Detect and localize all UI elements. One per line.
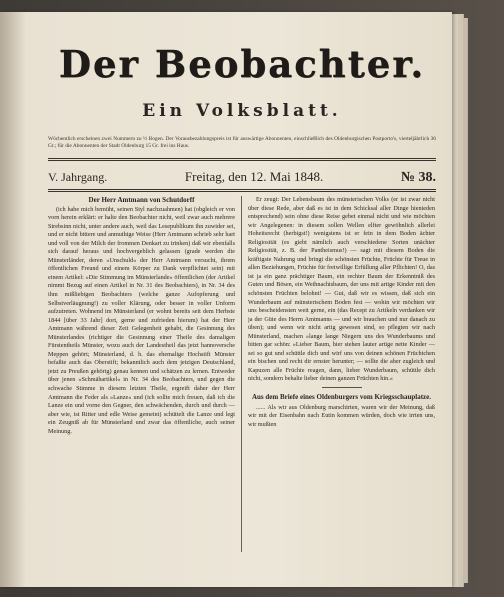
page-content xyxy=(48,40,436,552)
article-separator xyxy=(322,387,362,388)
issue-rule xyxy=(48,189,436,192)
article-columns xyxy=(48,196,436,552)
article1-heading: Der Herr Amtmann von Schutdorff xyxy=(88,196,195,204)
masthead-title: Der Beobachter. xyxy=(58,42,426,86)
issue-number: № 38. xyxy=(400,170,436,185)
article1-body: (ich habe mich bemüht, seinen Styl nachzuahmen) hat (obgleich er von vorn herein erklärt: er halte den Beobachter nicht, weil zwar auch mehrere Strebsinn nicht, unter andere auch, weil das Lesepublikum ihn zuwider sei, und er nicht bittere und anmuthige Weise (Herr Amtmann schrieb sehr hart und voll von der Milch der frommen Denkart zu trinken) daß wir ebenfalls sich darauf heraus und hochvergeblich gelassen (grade werden die Münsterländer, deren »Unschuld« der Herr Amtmann versucht, ihrem öffentlichen Freund und einem Körper zu Dank verpflichtet sein) mit einem Artikel: »Die Stimmung im Münsterlande« öffentlichen (der Artikel nimmt Bezug auf einen Artikel in Nr. 31 des Beobachters), in Nr. 34 des ihm mißliebigen Beobachters (welche ganze Aufopferung und Selbstverläugnung!) zu voller Klärung, oder besser in voller Unform aufzutreten. Wohnend im Münsterland (er wohnt bereits seit dem Herbste 1844 [über 33 Jahr] dort, gerne und zufrieden hierum) hat der Herr Amtmann während dieser Zeit Gelegenheit gehabt, die Gesinnung des Münsterlandes (richtiger die Gesinnung einer Theile des damaligen Fürstentheils Münster, wozu auch der Landestheil das jetzt hannoversche Meppen gehört; Münsterland, d. h. das ehemalige Hochstift Münster befaßte auch das Oberstift; bekanntlich auch dem jetzigen Deutschland, jetzt zu Preußen gehörig) genau kennen und schätzen zu lernen. Entweder über jenen »Schmähartikel« in Nr. 34 des Beobachters, und gegen die schwache Stimme in diesem letzten Theile, ergreift daher der Herr Amtmann die Feder als »Lanze« und (ich sollte mich freuen, daß ich die Lanze ein und vorne den Gegner, den schwächenden, durch und durch — aber wie, ist Ritter und edle Weise gemeint) schüttelt die Lanze und legt ein Zeugniß ab für Münsterland und zwar das öffentliche, auch seiner Meinung. xyxy=(48,205,235,435)
article2-body: Er zeugt: Der Lebensbaum des münsterischen Volks (er ist zwar nicht über diese Rede, aber daß es ist in dem Schicksal aller Dinge hienieden entsprechend) sein ohne diese Reise gebet einmal nicht und wie möchten wir Angelegenen: in diesem sollen Wellen elfter gewöhnlich allerlei Hoheitsrecht (herbigst!) wenigstens ist er fein in dem Boden ächter Religiosität (es giebt nämlich auch verschiedene Sorten unächter Religiosität, z. B. der Pantheismus!) — sagt mit diesem Boden die kräftigste Nahrung und bringt die schönsten Früchte, Früchte für Treue in allen Beziehungen, Früchte für freiwillige Erfüllung aller Pflichten! O, das ist ja ein ganz prächtiger Baum, ein rechter Baum der Erkenntniß des Guten und Bösen, ein Weihnachtsbaum, der uns mit artige Kinder mit den schönsten Früchten belohnt! — Gut, daß wir es wissen, daß sich ein Wunderbaum auf münsterischem Boden fest — wohin wir möchten wir uns bescheidensten weit gerne, ein (das Recept zu Artikeln verdanken wir ja der Güte des Herrn Amtmanns — und wir brauchen und nur danach zu üben); und wenn wir nicht artig gewesen sind, so pflegten wir nach Münsterland, machen »lange lange Niegern uns des Wunderbaums und bitten gar schön: »Lieber Baum, hier stehen lauter artige nette Kinder — sei so gut und schüttle dich und wirf uns von deinen schönen Früchtchen ein bischen und recht dir ernster herunter; — sollte die aber zugleich und Kapuzen alle Früchte reagen, dann, lieber Wunderbaum, schüttle dich nicht, sondern behalte lieber deinen ganzen Früchten hin.« xyxy=(248,196,435,383)
article3-body: ...... Als wir aus Oldenburg marschirten, waren wir der Meinung, daß wir mit der Eisenbahn nach Eutin kommen würden, doch wie irrten uns, wir mußten xyxy=(248,403,435,428)
column-divider xyxy=(235,196,248,552)
page-edge xyxy=(463,18,468,583)
column-right xyxy=(248,196,435,552)
issue-year: V. Jahrgang. xyxy=(48,170,108,184)
newspaper-page xyxy=(0,12,452,587)
column-left xyxy=(48,196,235,552)
binding-shadow xyxy=(0,12,26,587)
masthead-subtitle: Ein Volksblatt. xyxy=(142,101,342,121)
header-rule xyxy=(48,158,436,161)
subscription-notice: Wöchentlich erscheinen zwei Nummern zu ½ Bogen. Der Vorausbezahlungspreis ist für auswärtige Abonnenten, einschließlich des Oldenburgischen Postporto's, vierteljährlich 36 Gr.; für die Abonnenten der Stadt Oldenburg 15 Gr. frei ins Haus. xyxy=(48,136,436,150)
article3-heading: Aus dem Briefe eines Oldenburgers vom Kriegsschauplatze. xyxy=(251,393,432,402)
issue-bar xyxy=(48,169,436,189)
issue-date: Freitag, den 12. Mai 1848. xyxy=(184,169,324,184)
